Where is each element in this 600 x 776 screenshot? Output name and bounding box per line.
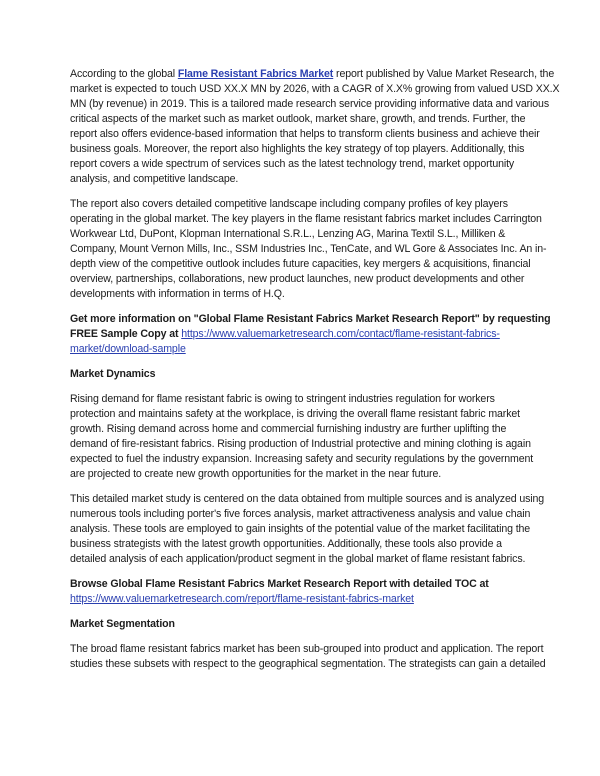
document-page bbox=[70, 67, 560, 682]
text-line bbox=[70, 112, 540, 127]
market-segmentation-heading bbox=[70, 617, 540, 632]
body-text: Company, Mount Vernon Mills, Inc., SSM Industries Inc., TenCate, and WL Gore & Associates Inc. An in- bbox=[70, 243, 547, 255]
body-text: overview, partnerships, collaborations, new product launches, new product developments and other bbox=[70, 273, 525, 285]
market-study-paragraph bbox=[70, 492, 545, 567]
text-line bbox=[70, 467, 540, 482]
bold-text: FREE Sample Copy at bbox=[70, 328, 182, 340]
body-text: critical aspects of the market such as market outlook, market share, growth, and trends. Further, the bbox=[70, 113, 526, 125]
text-line bbox=[70, 592, 540, 607]
text-line bbox=[70, 642, 544, 657]
bold-text: Market Segmentation bbox=[70, 618, 175, 630]
text-line bbox=[70, 507, 540, 522]
text-line bbox=[70, 287, 540, 302]
body-text: Workwear Ltd, DuPont, Klopman International S.R.L., Lenzing AG, Marina Textil S.L., Milliken & bbox=[70, 228, 506, 240]
sample-request-paragraph bbox=[70, 312, 551, 357]
body-text: The broad flame resistant fabrics market has been sub-grouped into product and application. The report bbox=[70, 643, 544, 655]
text-line bbox=[70, 82, 560, 97]
body-text: business strategists with the latest growth opportunities. Additionally, these tools also provide a bbox=[70, 538, 502, 550]
text-line bbox=[70, 212, 540, 227]
hyperlink[interactable]: market/download-sample bbox=[70, 343, 186, 355]
text-line bbox=[70, 577, 540, 592]
body-text: report also offers evidence-based information that helps to transform clients business and achieve their bbox=[70, 128, 540, 140]
text-line bbox=[70, 127, 540, 142]
body-text: Rising demand for flame resistant fabric is owing to stringent industries regulation for workers bbox=[70, 393, 495, 405]
text-line bbox=[70, 97, 549, 112]
text-line bbox=[70, 452, 540, 467]
body-text: business goals. Moreover, the report also highlights the key strategy of top players. Additionally, this bbox=[70, 143, 525, 155]
body-text: studies these subsets with respect to the geographical segmentation. The strategists can gain a detailed bbox=[70, 658, 546, 670]
body-text: operating in the global market. The key players in the flame resistant fabrics market includes Carrington bbox=[70, 213, 542, 225]
body-text: detailed analysis of each application/product segment in the global market of flame resistant fabrics. bbox=[70, 553, 526, 565]
market-dynamics-heading bbox=[70, 367, 540, 382]
intro-paragraph bbox=[70, 67, 560, 187]
body-text: growth. Rising demand across home and commercial furnishing industry are further uplifting the bbox=[70, 423, 507, 435]
body-text: MN (by revenue) in 2019. This is a tailored made research service providing informative data and various bbox=[70, 98, 549, 110]
body-text: demand of fire-resistant fabrics. Rising production of Industrial protective and mining clothing is again bbox=[70, 438, 531, 450]
text-line bbox=[70, 157, 540, 172]
text-line bbox=[70, 67, 555, 82]
text-line bbox=[70, 272, 540, 287]
text-line bbox=[70, 197, 540, 212]
body-text: market is expected to touch USD XX.X MN by 2026, with a CAGR of X.X% growing from valued USD XX.X bbox=[70, 83, 560, 95]
body-text: analysis, and competitive landscape. bbox=[70, 173, 239, 185]
hyperlink[interactable]: Flame Resistant Fabrics Market bbox=[177, 68, 334, 80]
bold-text: Get more information on "Global Flame Resistant Fabrics Market Research Report" by requesting bbox=[70, 313, 551, 325]
text-line bbox=[70, 142, 540, 157]
text-line bbox=[70, 407, 540, 422]
competitive-landscape-paragraph bbox=[70, 197, 547, 302]
hyperlink[interactable]: https://www.valuemarketresearch.com/contact/flame-resistant-fabrics- bbox=[181, 328, 500, 340]
market-dynamics-paragraph bbox=[70, 392, 540, 482]
text-line bbox=[70, 657, 546, 672]
browse-report-paragraph bbox=[70, 577, 540, 607]
text-line bbox=[70, 172, 540, 187]
text-line bbox=[70, 617, 540, 632]
body-text: analysis. These tools are employed to gain insights of the potential value of the market facilitating the bbox=[70, 523, 531, 535]
text-line bbox=[70, 422, 540, 437]
text-line bbox=[70, 537, 540, 552]
text-line bbox=[70, 257, 540, 272]
text-line bbox=[70, 242, 547, 257]
body-text: report covers a wide spectrum of services such as the latest technology trend, market opportunity bbox=[70, 158, 515, 170]
market-segmentation-paragraph bbox=[70, 642, 546, 672]
body-text: depth view of the competitive outlook includes future capacities, key mergers & acquisitions, financial bbox=[70, 258, 531, 270]
text-line bbox=[70, 492, 545, 507]
text-line bbox=[70, 437, 540, 452]
body-text: This detailed market study is centered on the data obtained from multiple sources and is analyzed using bbox=[70, 493, 545, 505]
text-line bbox=[70, 227, 540, 242]
body-text: are projected to create new growth opportunities for the market in the near future. bbox=[70, 468, 442, 480]
body-text: expected to fuel the industry expansion. Increasing safety and security regulations by the government bbox=[70, 453, 534, 465]
text-line bbox=[70, 522, 540, 537]
text-line bbox=[70, 312, 551, 327]
text-line bbox=[70, 342, 540, 357]
text-line bbox=[70, 367, 540, 382]
text-line bbox=[70, 552, 540, 567]
body-text: report published by Value Market Research, the bbox=[333, 68, 555, 80]
text-line bbox=[70, 392, 540, 407]
body-text: The report also covers detailed competitive landscape including company profiles of key players bbox=[70, 198, 508, 210]
body-text: developments with information in terms of H.Q. bbox=[70, 288, 285, 300]
bold-text: Browse Global Flame Resistant Fabrics Market Research Report with detailed TOC at bbox=[70, 578, 489, 590]
body-text: According to the global bbox=[70, 68, 178, 80]
bold-text: Market Dynamics bbox=[70, 368, 156, 380]
hyperlink[interactable]: https://www.valuemarketresearch.com/report/flame-resistant-fabrics-market bbox=[70, 593, 414, 605]
body-text: numerous tools including porter's five forces analysis, market attractiveness analysis and value chain bbox=[70, 508, 531, 520]
text-line bbox=[70, 327, 540, 342]
body-text: protection and maintains safety at the workplace, is driving the overall flame resistant fabric market bbox=[70, 408, 520, 420]
